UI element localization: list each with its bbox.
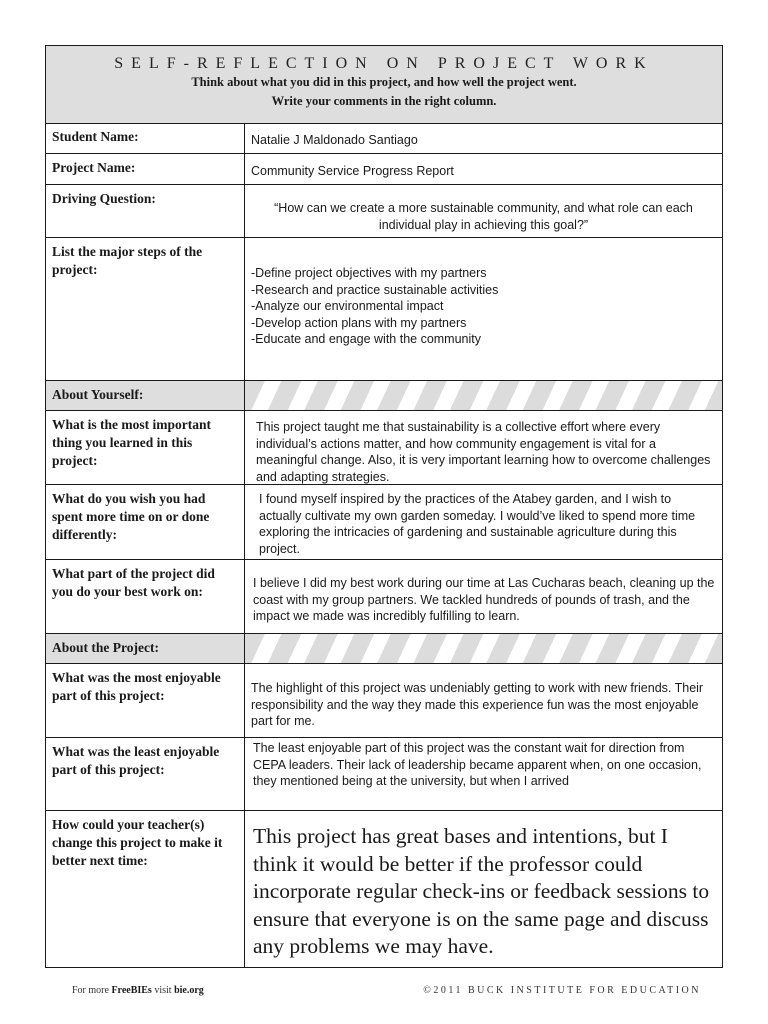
row-student-name <box>46 123 722 154</box>
step-item: -Educate and engage with the community <box>251 332 481 346</box>
important-learned-answer[interactable]: This project taught me that sustainability is a collective effort where every individual’s actions matter, and how community engagement is vital for a meaningful change. Also, it is very important learning how to overcome challenges and adapting strategies. <box>256 420 711 484</box>
footer-freebies-bold: FreeBIEs <box>111 985 152 996</box>
wish-differently-answer[interactable]: I found myself inspired by the practices of the Atabey garden, and I wish to actually cultivate my own garden someday. I would’ve liked to spend more time exploring the intricacies of gardening and sustainable agriculture during this project. <box>259 492 696 556</box>
major-steps-label: List the major steps of the project: <box>46 238 245 380</box>
step-item: -Analyze our environmental impact <box>251 299 444 313</box>
step-item: -Develop action plans with my partners <box>251 315 467 330</box>
project-name-value[interactable]: Community Service Progress Report <box>251 164 454 178</box>
section-about-project <box>46 634 722 664</box>
project-name-label: Project Name: <box>46 154 245 184</box>
row-important-learned <box>46 411 722 485</box>
student-name-value[interactable]: Natalie J Maldonado Santiago <box>251 133 418 147</box>
footer-freebies <box>72 985 204 996</box>
footer-visit: visit <box>154 985 172 996</box>
row-least-enjoyable <box>46 738 722 811</box>
reflection-form <box>45 45 723 968</box>
section-stripes <box>245 634 722 663</box>
wish-differently-label: What do you wish you had spent more time on or done differently: <box>46 485 245 559</box>
form-instructions-line1: Think about what you did in this project, and how well the project went. <box>191 75 577 89</box>
teacher-change-label: How could your teacher(s) change this project to make it better next time: <box>46 811 245 967</box>
section-stripes <box>245 381 722 410</box>
least-enjoyable-answer[interactable]: The least enjoyable part of this project was the constant wait for direction from CEPA leaders. Their lack of leadership became apparent when, on one occasion, they mentioned being at the university, but when I arrived <box>253 741 702 788</box>
section-about-yourself <box>46 381 722 411</box>
about-yourself-heading: About Yourself: <box>46 381 245 410</box>
about-project-heading: About the Project: <box>46 634 245 663</box>
most-enjoyable-label: What was the most enjoyable part of this project: <box>46 664 245 737</box>
step-item: -Define project objectives with my partners <box>251 266 487 280</box>
row-project-name <box>46 154 722 185</box>
row-major-steps <box>46 238 722 381</box>
form-instructions-line2: Write your comments in the right column. <box>271 94 497 108</box>
footer-prefix: For more <box>72 985 109 996</box>
form-title: SELF-REFLECTION ON PROJECT WORK <box>114 55 654 72</box>
step-item: -Research and practice sustainable activities <box>251 282 499 297</box>
row-best-work <box>46 560 722 634</box>
driving-question-value[interactable]: “How can we create a more sustainable community, and what role can each individual play in achieving this goal?” <box>274 201 693 232</box>
driving-question-label: Driving Question: <box>46 185 245 237</box>
least-enjoyable-label: What was the least enjoyable part of this project: <box>46 738 245 810</box>
row-wish-differently <box>46 485 722 560</box>
row-driving-question <box>46 185 722 238</box>
form-header <box>46 46 722 124</box>
most-enjoyable-answer[interactable]: The highlight of this project was undeniably getting to work with new friends. Their responsibility and the way they made this experience fun was the most enjoyable part for me. <box>251 681 704 728</box>
important-learned-label: What is the most important thing you learned in this project: <box>46 411 245 484</box>
best-work-label: What part of the project did you do your best work on: <box>46 560 245 633</box>
student-name-label: Student Name: <box>46 123 245 153</box>
teacher-change-answer[interactable]: This project has great bases and intentions, but I think it would be better if the professor could incorporate regular check-ins or feedback sessions to ensure that everyone is on the same page and discuss any problems we may have. <box>253 824 710 958</box>
footer-copyright: ©2011 BUCK INSTITUTE FOR EDUCATION <box>423 985 701 996</box>
footer-link[interactable]: bie.org <box>174 985 204 996</box>
row-teacher-change <box>46 811 722 967</box>
best-work-answer[interactable]: I believe I did my best work during our time at Las Cucharas beach, cleaning up the coast with my group partners. We tackled hundreds of pounds of trash, and the impact we made was incredibly fulfilling to learn. <box>253 576 715 623</box>
major-steps-value[interactable] <box>245 238 722 380</box>
row-most-enjoyable <box>46 664 722 738</box>
